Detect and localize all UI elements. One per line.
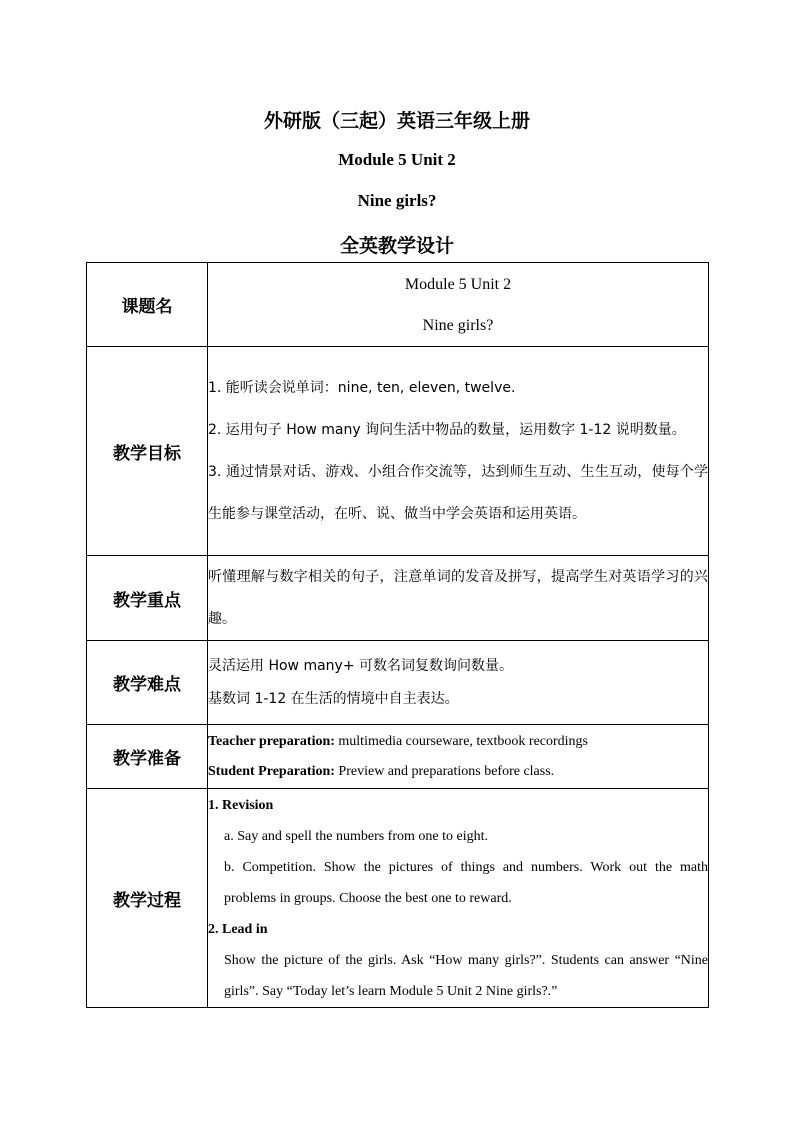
process-section-2-heading: 2. Lead in — [208, 921, 268, 937]
label-topic: 课题名 — [87, 263, 208, 347]
cell-topic — [208, 263, 709, 347]
student-preparation-text: Preview and preparations before class. — [334, 763, 555, 779]
module-unit-heading: Module 5 Unit 2 — [338, 150, 456, 169]
process-section-2-text: Show the picture of the girls. Ask “How many girls?”. Students can answer “Nine girls”. Say “Today let’s learn Module 5 Unit 2 Nine girls?.” — [224, 952, 708, 999]
cell-difficulties — [208, 641, 709, 725]
label-process: 教学过程 — [87, 789, 208, 1008]
row-topic — [87, 263, 709, 347]
key-points-text: 听懂理解与数字相关的句子，注意单词的发音及拼写，提高学生对英语学习的兴趣。 — [208, 569, 708, 627]
label-difficulties: 教学难点 — [87, 641, 208, 725]
process-section-1-a: a. Say and spell the numbers from one to eight. — [224, 828, 488, 844]
topic-line-2: Nine girls? — [422, 316, 494, 334]
objective-2: 2. 运用句子 How many 询问生活中物品的数量，运用数字 1-12 说明数量。 — [208, 422, 686, 438]
teacher-preparation-label: Teacher preparation: — [208, 733, 335, 749]
cell-objectives — [208, 347, 709, 556]
cell-process — [208, 789, 709, 1008]
process-section-1-heading: 1. Revision — [208, 797, 274, 813]
teacher-preparation — [208, 727, 708, 757]
difficulty-line-1: 灵活运用 How many+ 可数名词复数询问数量。 — [208, 657, 513, 674]
cell-key-points — [208, 556, 709, 641]
row-difficulties — [87, 641, 709, 725]
objective-1: 1. 能听读会说单词：nine, ten, eleven, twelve. — [208, 380, 516, 396]
cell-preparation — [208, 725, 709, 789]
label-key-points: 教学重点 — [87, 556, 208, 641]
objective-3: 3. 通过情景对话、游戏、小组合作交流等，达到师生互动、生生互动，使每个学生能参与课堂活动，在听、说、做当中学会英语和运用英语。 — [208, 464, 708, 522]
row-key-points — [87, 556, 709, 641]
label-objectives: 教学目标 — [87, 347, 208, 556]
student-preparation — [208, 757, 708, 787]
process-section-1-b: b. Competition. Show the pictures of things and numbers. Work out the math problems in groups. Choose the best one to reward. — [224, 859, 708, 906]
topic-line-1: Module 5 Unit 2 — [404, 275, 512, 293]
label-preparation: 教学准备 — [87, 725, 208, 789]
teacher-preparation-text: multimedia courseware, textbook recordings — [334, 733, 588, 749]
design-type-heading: 全英教学设计 — [339, 235, 454, 257]
difficulty-line-2: 基数词 1-12 在生活的情境中自主表达。 — [208, 690, 459, 707]
row-process — [87, 789, 709, 1008]
lesson-title-heading: Nine girls? — [357, 191, 437, 210]
row-objectives — [87, 347, 709, 556]
lesson-plan-table — [86, 262, 709, 1008]
document-title: 外研版（三起）英语三年级上册 — [263, 110, 530, 132]
row-preparation — [87, 725, 709, 789]
student-preparation-label: Student Preparation: — [208, 763, 335, 779]
